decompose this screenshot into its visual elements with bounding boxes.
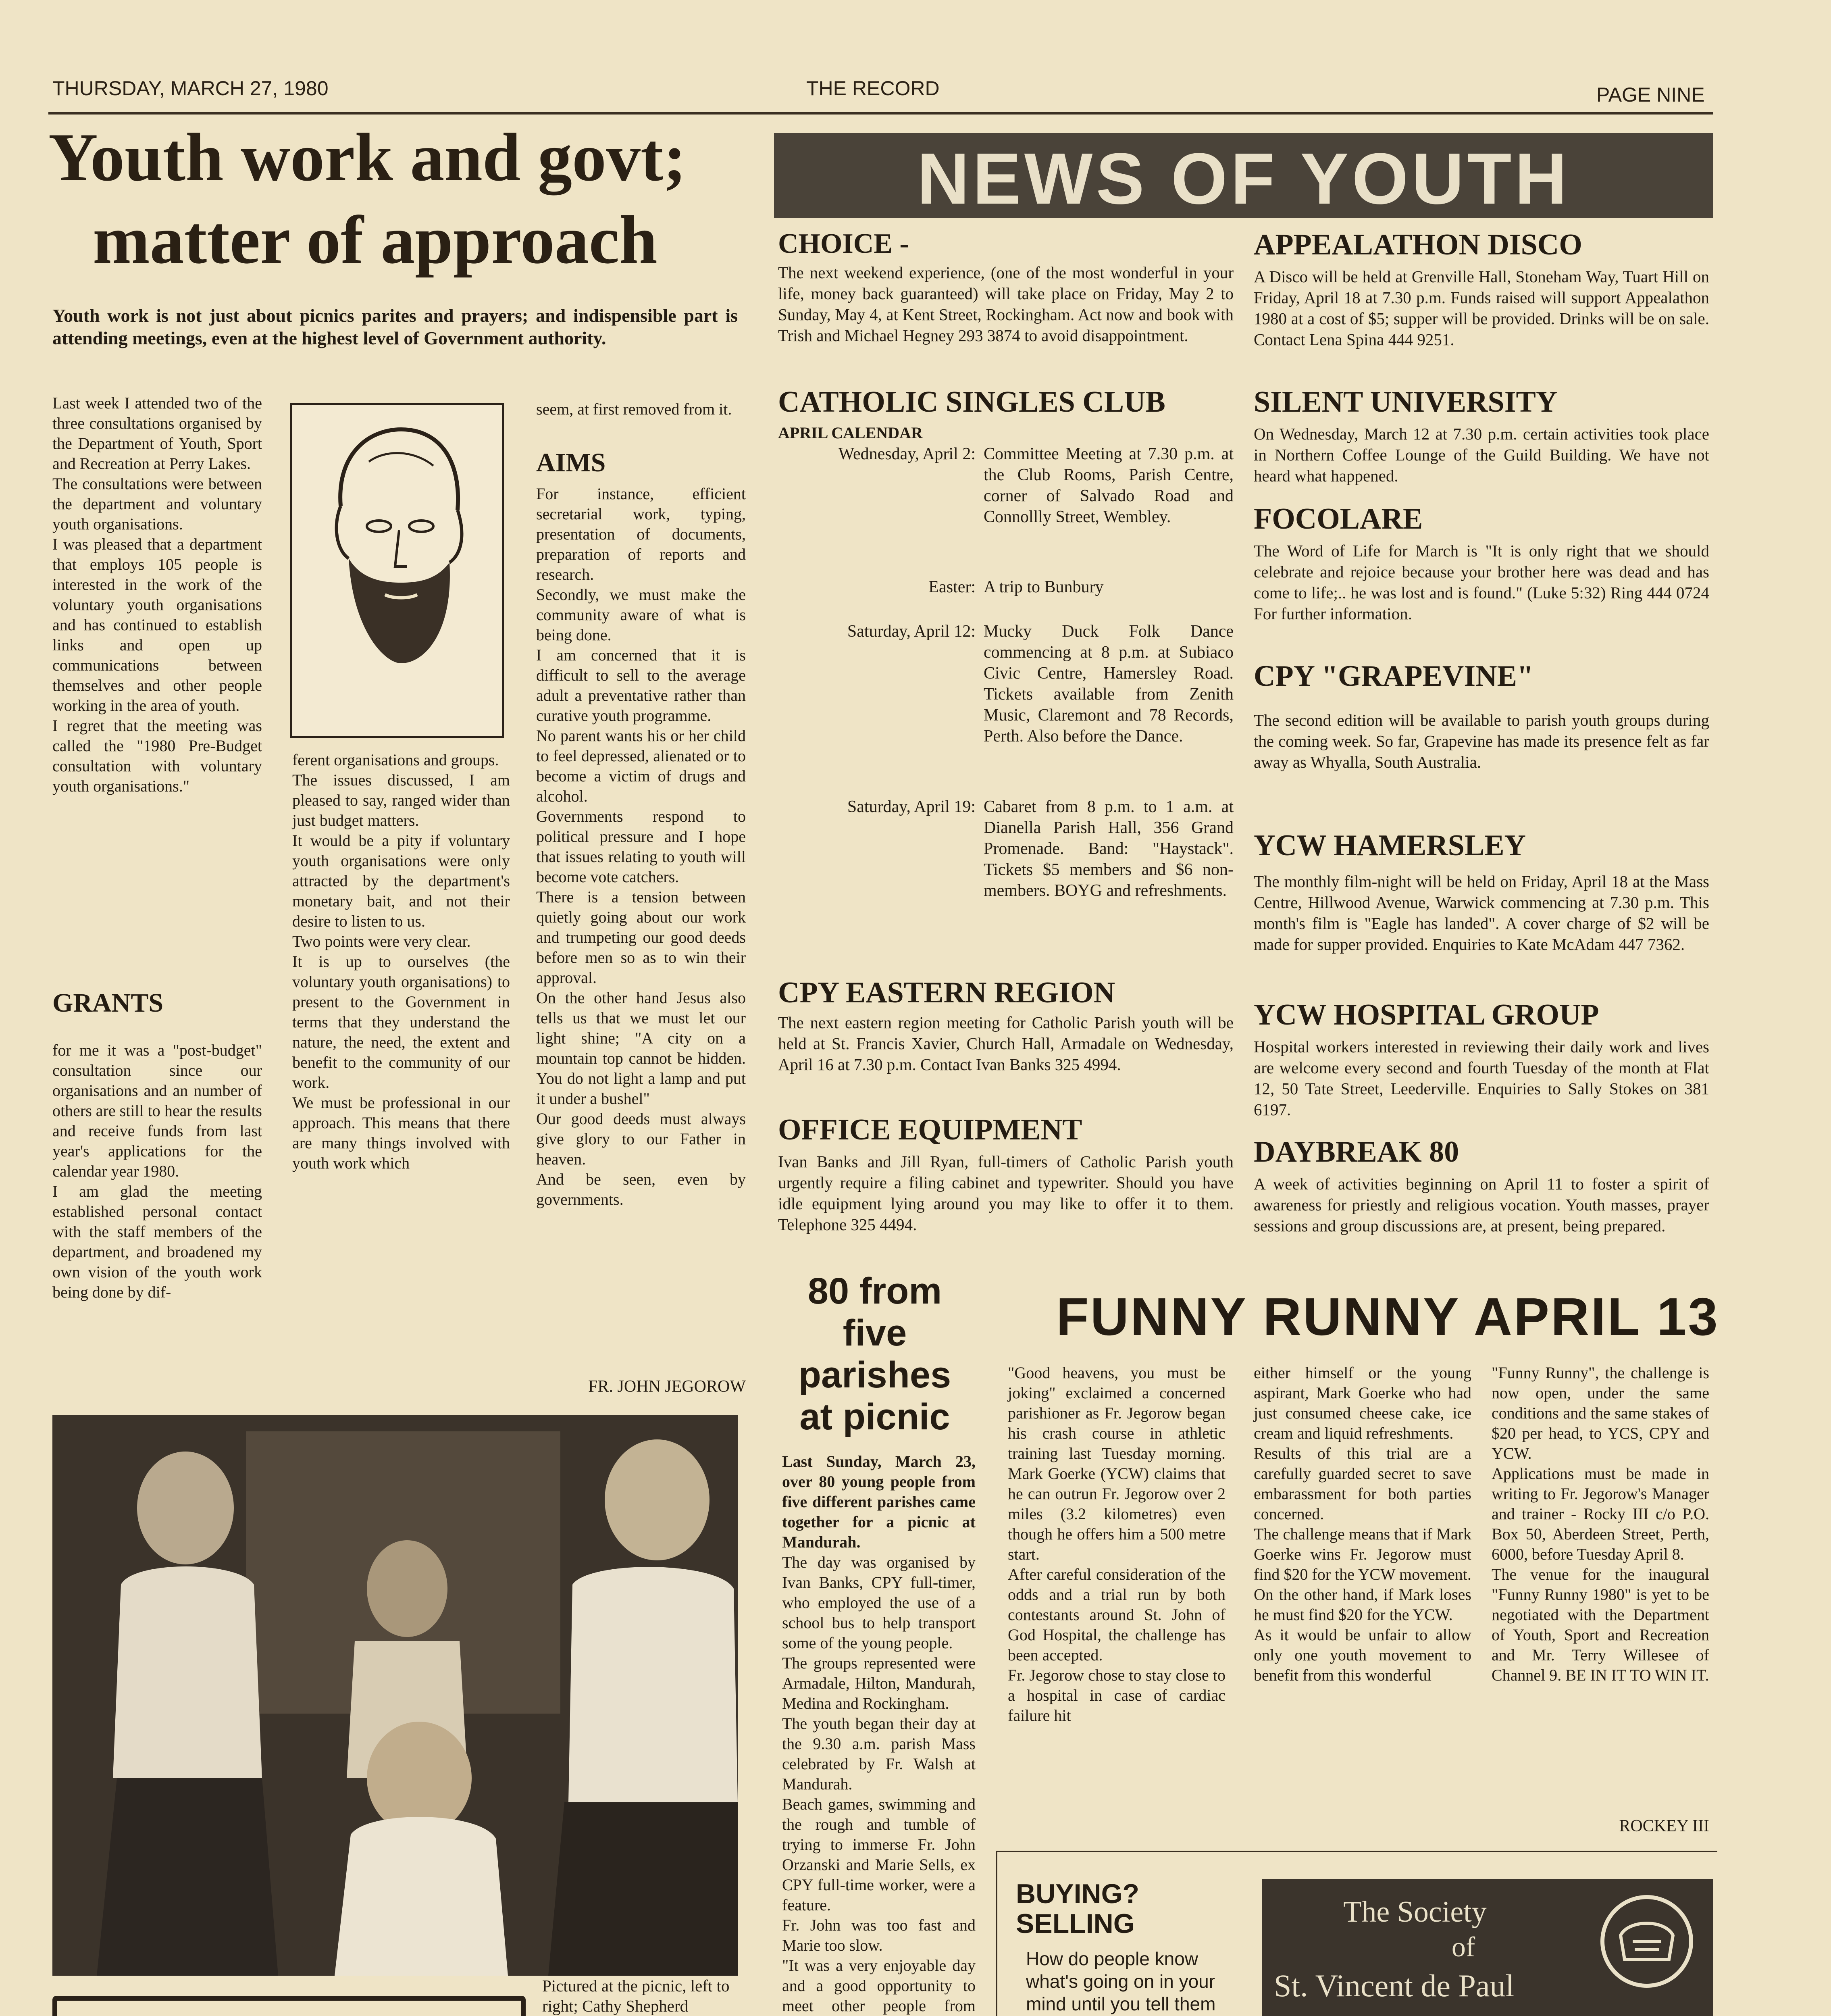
lead-column-3: For instance, efficient secretarial work, typing, presentation of documents, preparation of reports and research. Secondly, we must make the community aware of what is being done. I am concerned that it is difficult to sell to the average adult a preventative rather than curative youth programme. No parent wants his or her child to feel depressed, alienated or to become a victim of drugs and alcohol. Governments respond to political pressure and I hope that issues relating to youth will become vote catchers. There is a tension between quietly going about our work and trumpeting our good deeds before men so as to win their approval. On the other hand Jesus also tells us that we must let our light shine; "A city on a mountain top cannot be hidden. You do not light a lamp and put it under a bushel" Our good deeds must always give glory to our Father in heaven. And be seen, even by governments. — [536, 485, 746, 1208]
lead-headline-line1: Youth work and govt; — [48, 119, 687, 195]
buying-text: How do people know what's going on in your mind until you tell them — [1026, 1948, 1216, 2014]
aims-subhead: AIMS — [536, 448, 606, 477]
funny-runny-byline: ROCKEY III — [1619, 1817, 1709, 1835]
daybreak-heading: DAYBREAK 80 — [1254, 1135, 1459, 1168]
event-text: A trip to Bunbury — [984, 578, 1104, 596]
silent-university-text: On Wednesday, March 12 at 7.30 p.m. certain activities took place in Northern Coffee Lounge of the Guild Building. We have not heard what happened. — [1254, 425, 1709, 485]
picnic-headline-3: parishes — [798, 1354, 951, 1395]
lead-column-3-top: seem, at first removed from it. — [536, 400, 732, 418]
ycw-hamersley-heading: YCW HAMERSLEY — [1254, 829, 1526, 862]
event-text: Committee Meeting at 7.30 p.m. at the Club Rooms, Parish Centre, corner of Salvado Road and Connollly Street, Wembley. — [984, 445, 1234, 526]
daybreak-text: A week of activities beginning on April 11 to foster a spirit of awareness for priestly and religious vocation. Youth masses, prayer sessions and group discussions are, at present, being prepared. — [1254, 1175, 1709, 1235]
event-date: Saturday, April 19: — [847, 798, 976, 816]
author-portrait — [290, 403, 504, 738]
event-date: Easter: — [928, 578, 976, 596]
funny-runny-col1: "Good heavens, you must be joking" exclaimed a concerned parishioner as Fr. Jegorow began his crash course in athletic training last Tuesday morning. Mark Goerke (YCW) claims that he can outrun Fr. Jegorow over 2 miles (3.2 kilometres) even though he offers him a 500 metre start. After careful consideration of the odds and a trial run by both contestants around St. John of God Hospital, the challenge has been accepted. Fr. Jegorow chose to stay close to a hospital in case of cardiac failure hit — [1008, 1364, 1226, 1724]
ycw-hamersley-text: The monthly film-night will be held on Friday, April 18 at the Mass Centre, Hillwood Avenue, Warwick commencing at 7.30 p.m. This month's film is "Eagle has landed". A cover charge of $2 will be made for supper provided. Enquiries to Kate McAdam 447 7362. — [1254, 872, 1709, 954]
grapevine-heading: CPY "GRAPEVINE" — [1254, 660, 1534, 693]
event-text: Cabaret from 8 p.m. to 1 a.m. at Dianella Parish Hall, 356 Grand Promenade. Band: "Haystack". Tickets $5 members and $6 non-members. BOYG and refreshments. — [984, 798, 1234, 900]
news-of-youth-banner — [774, 133, 1713, 218]
lead-headline-line2: matter of approach — [93, 202, 657, 278]
choice-text: The next weekend experience, (one of the most wonderful in your life, money back guaranteed) will take place on Friday, May 2 to Sunday, May 4, at Kent Street, Rockingham. Act now and book with Trish and Michael Hegney 293 3874 to avoid disappointment. — [778, 263, 1234, 345]
picnic-photo — [52, 1415, 738, 1976]
picnic-lead: Last Sunday, March 23, over 80 young people from five different parishes came together for a picnic at Mandurah. — [782, 1452, 976, 1551]
office-equipment-text: Ivan Banks and Jill Ryan, full-timers of Catholic Parish youth urgently require a filing cabinet and typewriter. Should you have idle equipment lying around you may like to offer it to them. Telephone 325 4494. — [778, 1152, 1234, 1234]
funny-runny-col3: "Funny Runny", the challenge is now open, under the same conditions and the same stakes of $20 per head, to YCS, CPY and YCW. Applications must be made in writing to Fr. Jegorow's Manager and trainer - Rocky III c/o P.O. Box 50, Aberdeen Street, Perth, 6000, before Tuesday April 8. The venue for the inaugural "Funny Runny 1980" is yet to be negotiated with the Department of Youth, Sport and Recreation and Mr. Terry Willesee of Channel 9. BE IN IT TO WIN IT. — [1492, 1364, 1709, 1684]
header-rule — [48, 112, 1713, 115]
choice-heading: CHOICE - — [778, 228, 909, 259]
lead-column-1: Last week I attended two of the three consultations organised by the Department of Youth, Sport and Recreation at Perry Lakes. The consultations were between the department and voluntary youth organisations. I was pleased that a department that employs 105 people is interested in the work of the voluntary youth organisations and has continued to establish links and open up communications between themselves and other people working in the area of youth. I regret that the meeting was called the "1980 Pre-Budget consultation with voluntary youth organisations." — [52, 394, 262, 795]
ycw-hospital-text: Hospital workers interested in reviewing their daily work and lives are welcome every second and fourth Tuesday of the month at Flat 12, 50 Tate Street, Leederville. Enquiries to Sally Stokes on 381 6197. — [1254, 1037, 1709, 1119]
vinnies-title-1: The Society — [1343, 1895, 1487, 1929]
event-text: Mucky Duck Folk Dance commencing at 8 p.m. at Subiaco Civic Centre, Hamersley Road. Tickets available from Zenith Music, Claremont and 78 Records, Perth. Also before the Dance. — [984, 622, 1234, 746]
singles-heading: CATHOLIC SINGLES CLUB — [778, 385, 1165, 419]
focolare-text: The Word of Life for March is "It is only right that we should celebrate and rejoice because your brother here was dead and has come to life;.. he was lost and is found." (Luke 5:32) Ring 444 0724 For further information. — [1254, 541, 1709, 623]
office-equipment-heading: OFFICE EQUIPMENT — [778, 1113, 1082, 1146]
grapevine-text: The second edition will be available to parish youth groups during the coming week. So far, Grapevine has made its presence felt as far away as Whyalla, South Australia. — [1254, 711, 1709, 771]
paper-name: THE RECORD — [806, 77, 940, 100]
issue-date: THURSDAY, MARCH 27, 1980 — [52, 77, 329, 100]
vinnies-title-2: of — [1451, 1932, 1475, 1963]
photo-caption: Pictured at the picnic, left to right; Cathy Shepherd — [542, 1976, 730, 2015]
eastern-region-heading: CPY EASTERN REGION — [778, 976, 1115, 1009]
vinnies-ad — [1262, 1879, 1713, 2016]
portrait-drawing — [292, 405, 502, 736]
picnic-text: The day was organised by Ivan Banks, CPY full-timer, who employed the use of a school bus to help transport some of the young people. The groups represented were Armadale, Hilton, Mandurah, Medina and Rockingham. The youth began their day at the 9.30 a.m. parish Mass celebrated by Fr. Walsh at Mandurah. Beach games, swimming and the rough and tumble of trying to immerse Fr. John Orzanski and Marie Sells, ex CPY full-time worker, were a feature. Fr. John was too fast and Marie too slow. "It was a very enjoyable day and a good opportunity to meet other people from — [782, 1553, 976, 2015]
funny-runny-headline: FUNNY RUNNY APRIL 13 — [1056, 1287, 1719, 1346]
picnic-headline-1: 80 from — [807, 1270, 942, 1312]
event-date: Saturday, April 12: — [847, 622, 976, 641]
picnic-photo-figures — [52, 1415, 738, 1976]
picnic-headline-2: five — [843, 1312, 907, 1354]
grants-subhead: GRANTS — [52, 988, 164, 1018]
news-of-youth-title: NEWS OF YOUTH — [917, 138, 1571, 219]
section-rule-vertical — [996, 1851, 997, 2016]
eastern-region-text: The next eastern region meeting for Catholic Parish youth will be held at St. Francis Xavier, Church Hall, Armadale on Wednesday, April 16 at 7.30 p.m. Contact Ivan Banks 325 4994. — [778, 1013, 1234, 1074]
lead-column-2: ferent organisations and groups. The issues discussed, I am pleased to say, ranged wider than just budget matters. It would be a pity if voluntary youth organisations were only attracted by the department's monetary bait, and not their desire to listen to us. Two points were very clear. It is up to ourselves (the voluntary youth organisations) to present to the Government in terms that they understand the nature, the need, the extent and benefit to the community of our work. We must be professional in our approach. This means that there are many things involved with youth work which — [292, 751, 510, 1172]
focolare-heading: FOCOLARE — [1254, 502, 1423, 535]
silent-university-heading: SILENT UNIVERSITY — [1254, 385, 1558, 419]
ycw-hospital-heading: YCW HOSPITAL GROUP — [1254, 998, 1599, 1031]
appealathon-text: A Disco will be held at Grenville Hall, Stoneham Way, Tuart Hill on Friday, April 18 at 7.30 p.m. Funds raised will support Appealathon 1980 at a cost of $5; supper will be provided. Drinks will be on sale. Contact Lena Spina 444 9251. — [1254, 267, 1709, 349]
meads-funeral-ad — [52, 1996, 526, 2016]
section-rule — [996, 1851, 1717, 1852]
vinnies-title-3: St. Vincent de Paul — [1274, 1968, 1515, 2003]
grants-text: for me it was a "post-budget" consultation since our organisations and an number of others are still to hear the results and receive funds from last year's applications for the calendar year 1980. I am glad the meeting established personal contact with the staff members of the department, and broadened my own vision of the youth work being done by dif- — [52, 1041, 262, 1301]
lead-byline: FR. JOHN JEGOROW — [588, 1377, 746, 1396]
picnic-headline-4: at picnic — [799, 1396, 950, 1437]
lead-standfirst: Youth work is not just about picnics parites and prayers; and indispensible part is attending meetings, even at the highest level of Government authority. — [52, 305, 738, 348]
appealathon-heading: APPEALATHON DISCO — [1254, 228, 1582, 261]
buying-heading: BUYING? — [1016, 1879, 1139, 1909]
singles-subheading: APRIL CALENDAR — [778, 424, 923, 442]
page-number: PAGE NINE — [1596, 83, 1705, 106]
funny-runny-col2: either himself or the young aspirant, Mark Goerke who had just consumed cheese cake, ice cream and liquid refreshments. Results of this trial are a carefully guarded secret to save embarassment for both parties concerned. The challenge means that if Mark Goerke wins Fr. Jegorow must find $20 for the YCW movement. On the other hand, if Mark loses he must find $20 for the YCW. As it would be unfair to allow only one youth movement to benefit from this wonderful — [1254, 1364, 1471, 1684]
event-date: Wednesday, April 2: — [838, 445, 976, 463]
selling-heading: SELLING — [1016, 1908, 1135, 1939]
vinnies-emblem-icon — [1592, 1887, 1701, 1996]
